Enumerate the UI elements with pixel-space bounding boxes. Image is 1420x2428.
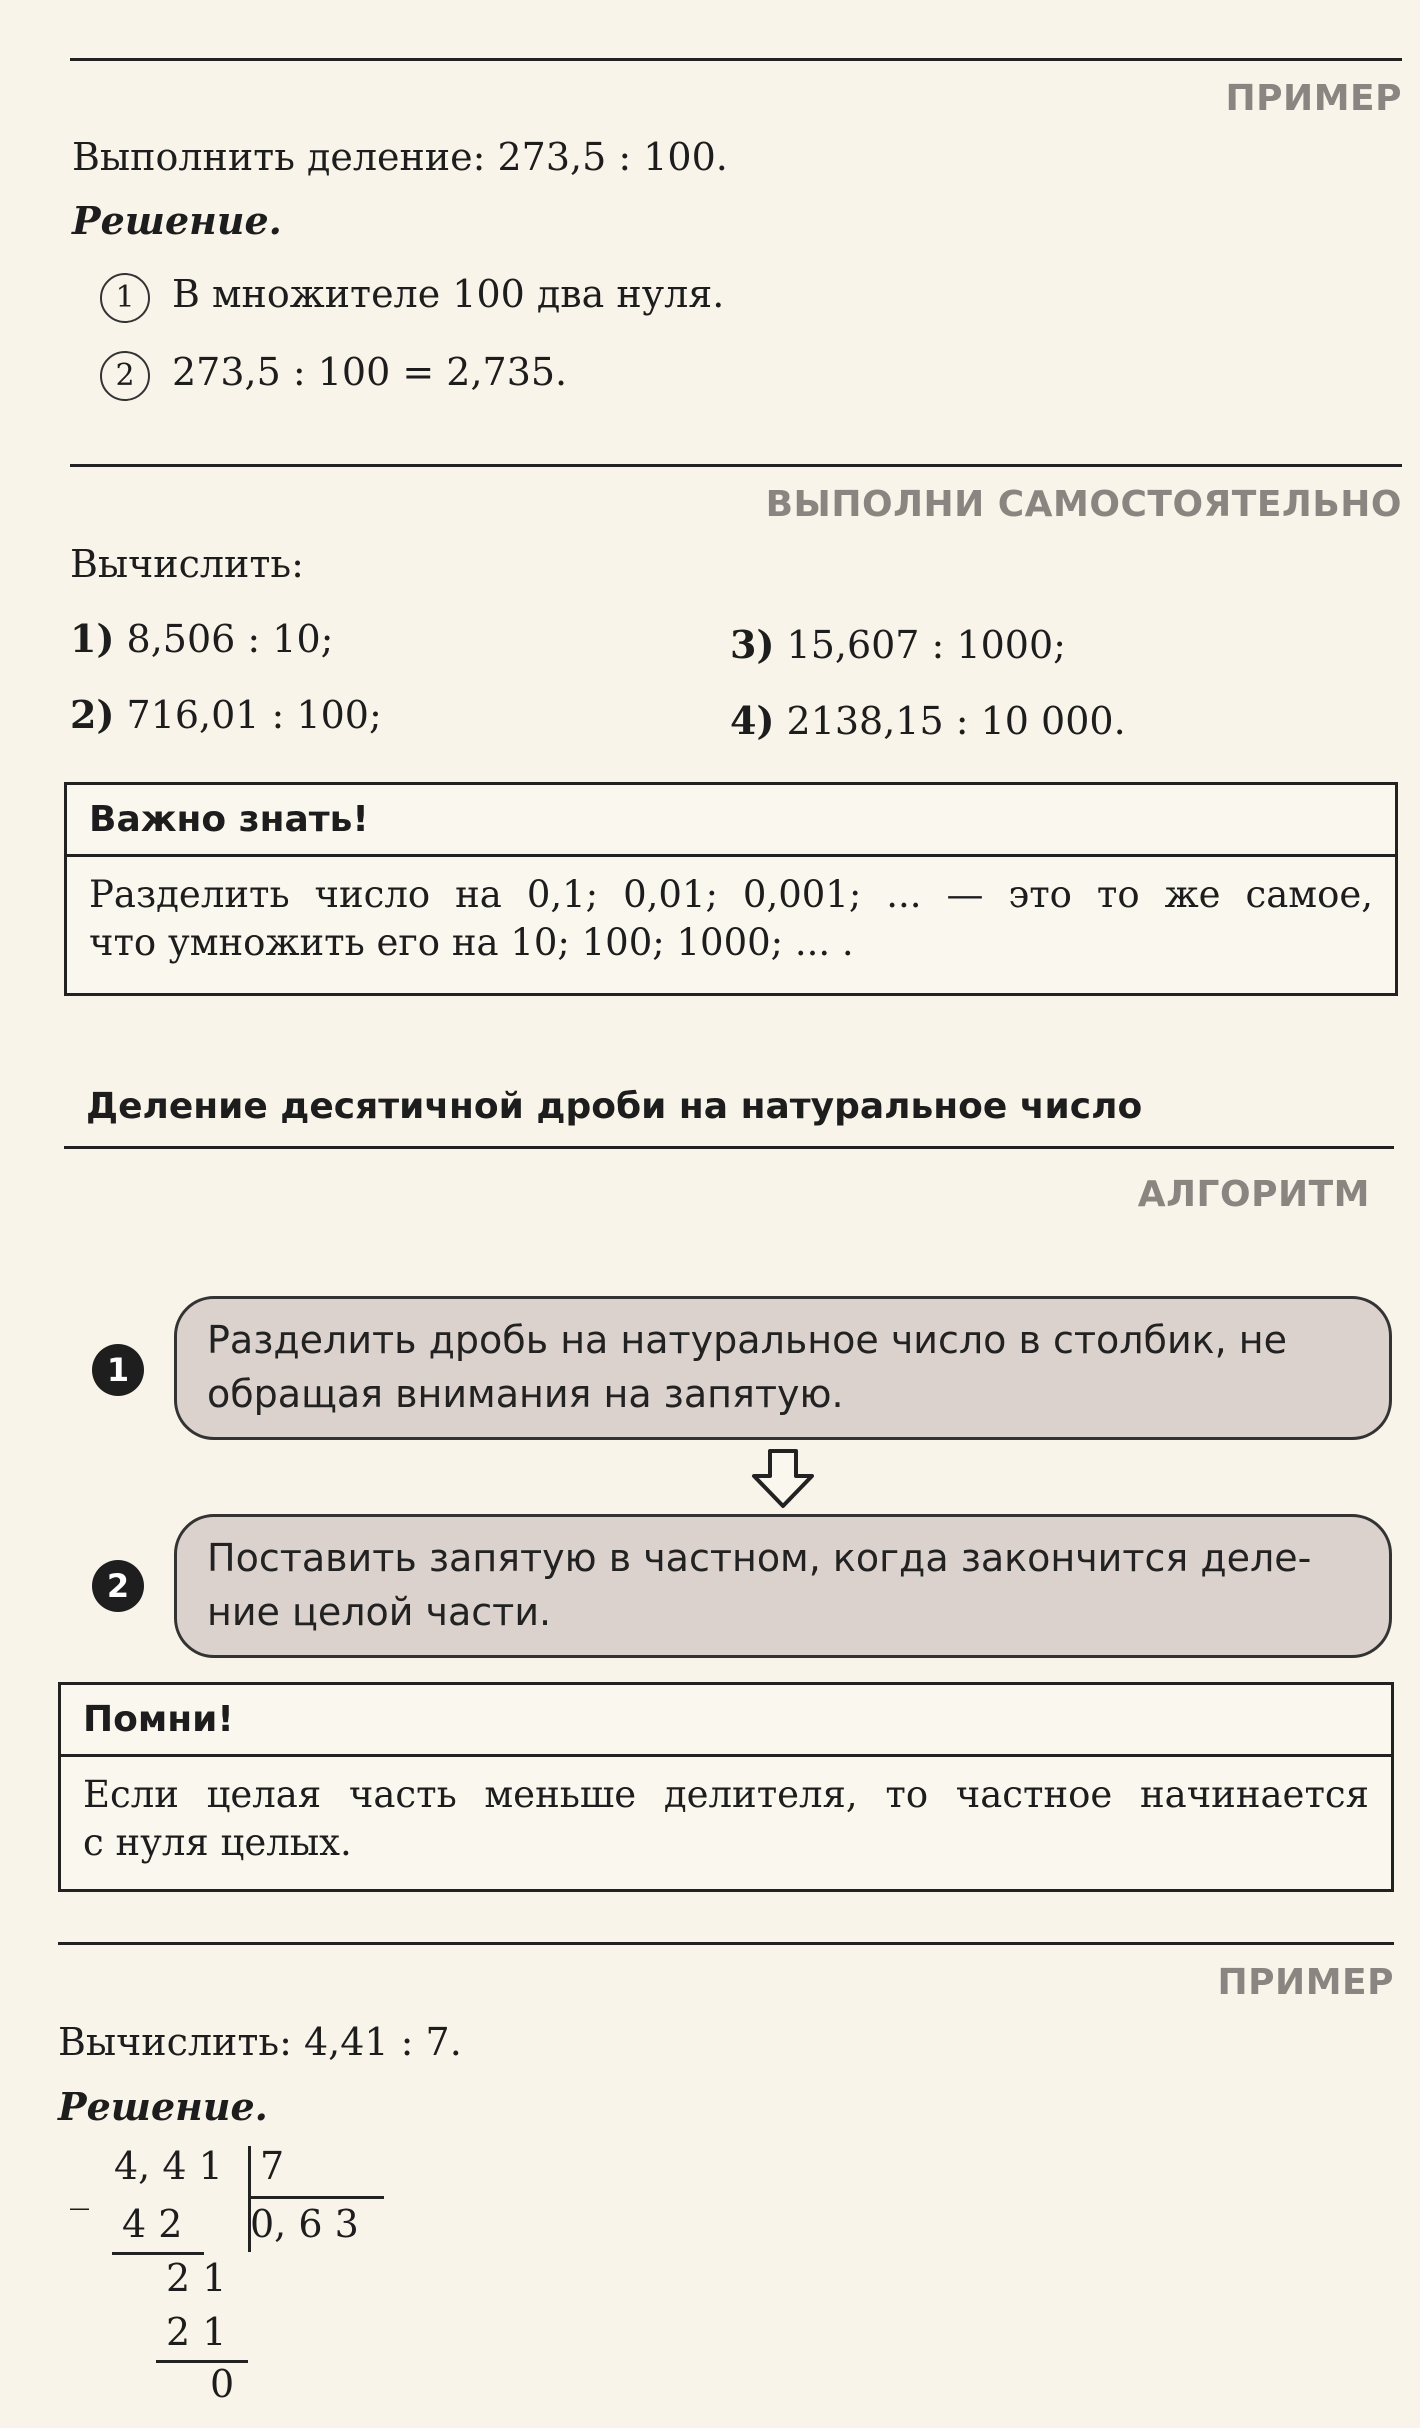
quotient: 0, 6 3	[250, 2202, 359, 2246]
solution-step-1: 1 В множителе 100 два нуля.	[100, 272, 724, 323]
circled-number-1-icon: 1	[100, 273, 150, 323]
divider-line	[58, 1942, 1394, 1945]
minus-sign: _	[70, 2166, 89, 2210]
algorithm-step-1: Разделить дробь на натуральное число в столбик, не обращая внимания на запятую.	[174, 1296, 1392, 1440]
practice-item-2: 2) 716,01 : 100;	[70, 692, 382, 737]
divider-line	[64, 1146, 1394, 1149]
practice-tag: ВЫПОЛНИ САМОСТОЯТЕЛЬНО	[765, 484, 1402, 525]
remainder-1: 2 1	[166, 2256, 227, 2300]
subtraction-line-2	[156, 2360, 248, 2363]
solution-label: Решение.	[72, 198, 282, 243]
divider-line	[70, 58, 1402, 61]
algorithm-step-2: Поставить запятую в частном, когда закончится деле- ние целой части.	[174, 1514, 1392, 1658]
subtrahend-1: 4 2	[122, 2202, 183, 2246]
solution-label: Решение.	[58, 2084, 268, 2129]
example-tag: ПРИМЕР	[1225, 78, 1402, 119]
quotient-line	[248, 2196, 384, 2199]
important-text: Разделить число на 0,1; 0,01; 0,001; ... — это то же самое, что умножить его на 10; 100; 1000; ... .	[89, 873, 1373, 964]
final-remainder: 0	[210, 2362, 235, 2406]
practice-item-3: 3) 15,607 : 1000;	[730, 622, 1066, 667]
example-task: Вычислить: 4,41 : 7.	[58, 2020, 462, 2064]
practice-task: Вычислить:	[70, 542, 304, 586]
example-tag: ПРИМЕР	[1217, 1962, 1394, 2003]
solution-step-2: 2 273,5 : 100 = 2,735.	[100, 350, 567, 401]
divisor: 7	[260, 2144, 285, 2188]
subtraction-line-1	[112, 2252, 204, 2255]
algorithm-number-1-icon: 1	[92, 1344, 144, 1396]
practice-item-4: 4) 2138,15 : 10 000.	[730, 698, 1126, 743]
practice-item-1: 1) 8,506 : 10;	[70, 616, 334, 661]
divider-line	[70, 464, 1402, 467]
important-title: Важно знать!	[67, 785, 1395, 857]
dividend: 4, 4 1	[114, 2144, 223, 2188]
subtrahend-2: 2 1	[166, 2310, 227, 2354]
algorithm-number-2-icon: 2	[92, 1560, 144, 1612]
remember-text: Если целая часть меньше делителя, то частное начинается с нуля целых.	[83, 1773, 1369, 1864]
algorithm-tag: АЛГОРИТМ	[1137, 1174, 1370, 1215]
arrow-down-icon	[750, 1448, 816, 1510]
important-box	[64, 782, 1398, 996]
remember-title: Помни!	[61, 1685, 1391, 1757]
example-task: Выполнить деление: 273,5 : 100.	[72, 135, 728, 179]
section-title: Деление десятичной дроби на натуральное число	[86, 1086, 1143, 1127]
circled-number-2-icon: 2	[100, 351, 150, 401]
remember-box	[58, 1682, 1394, 1892]
